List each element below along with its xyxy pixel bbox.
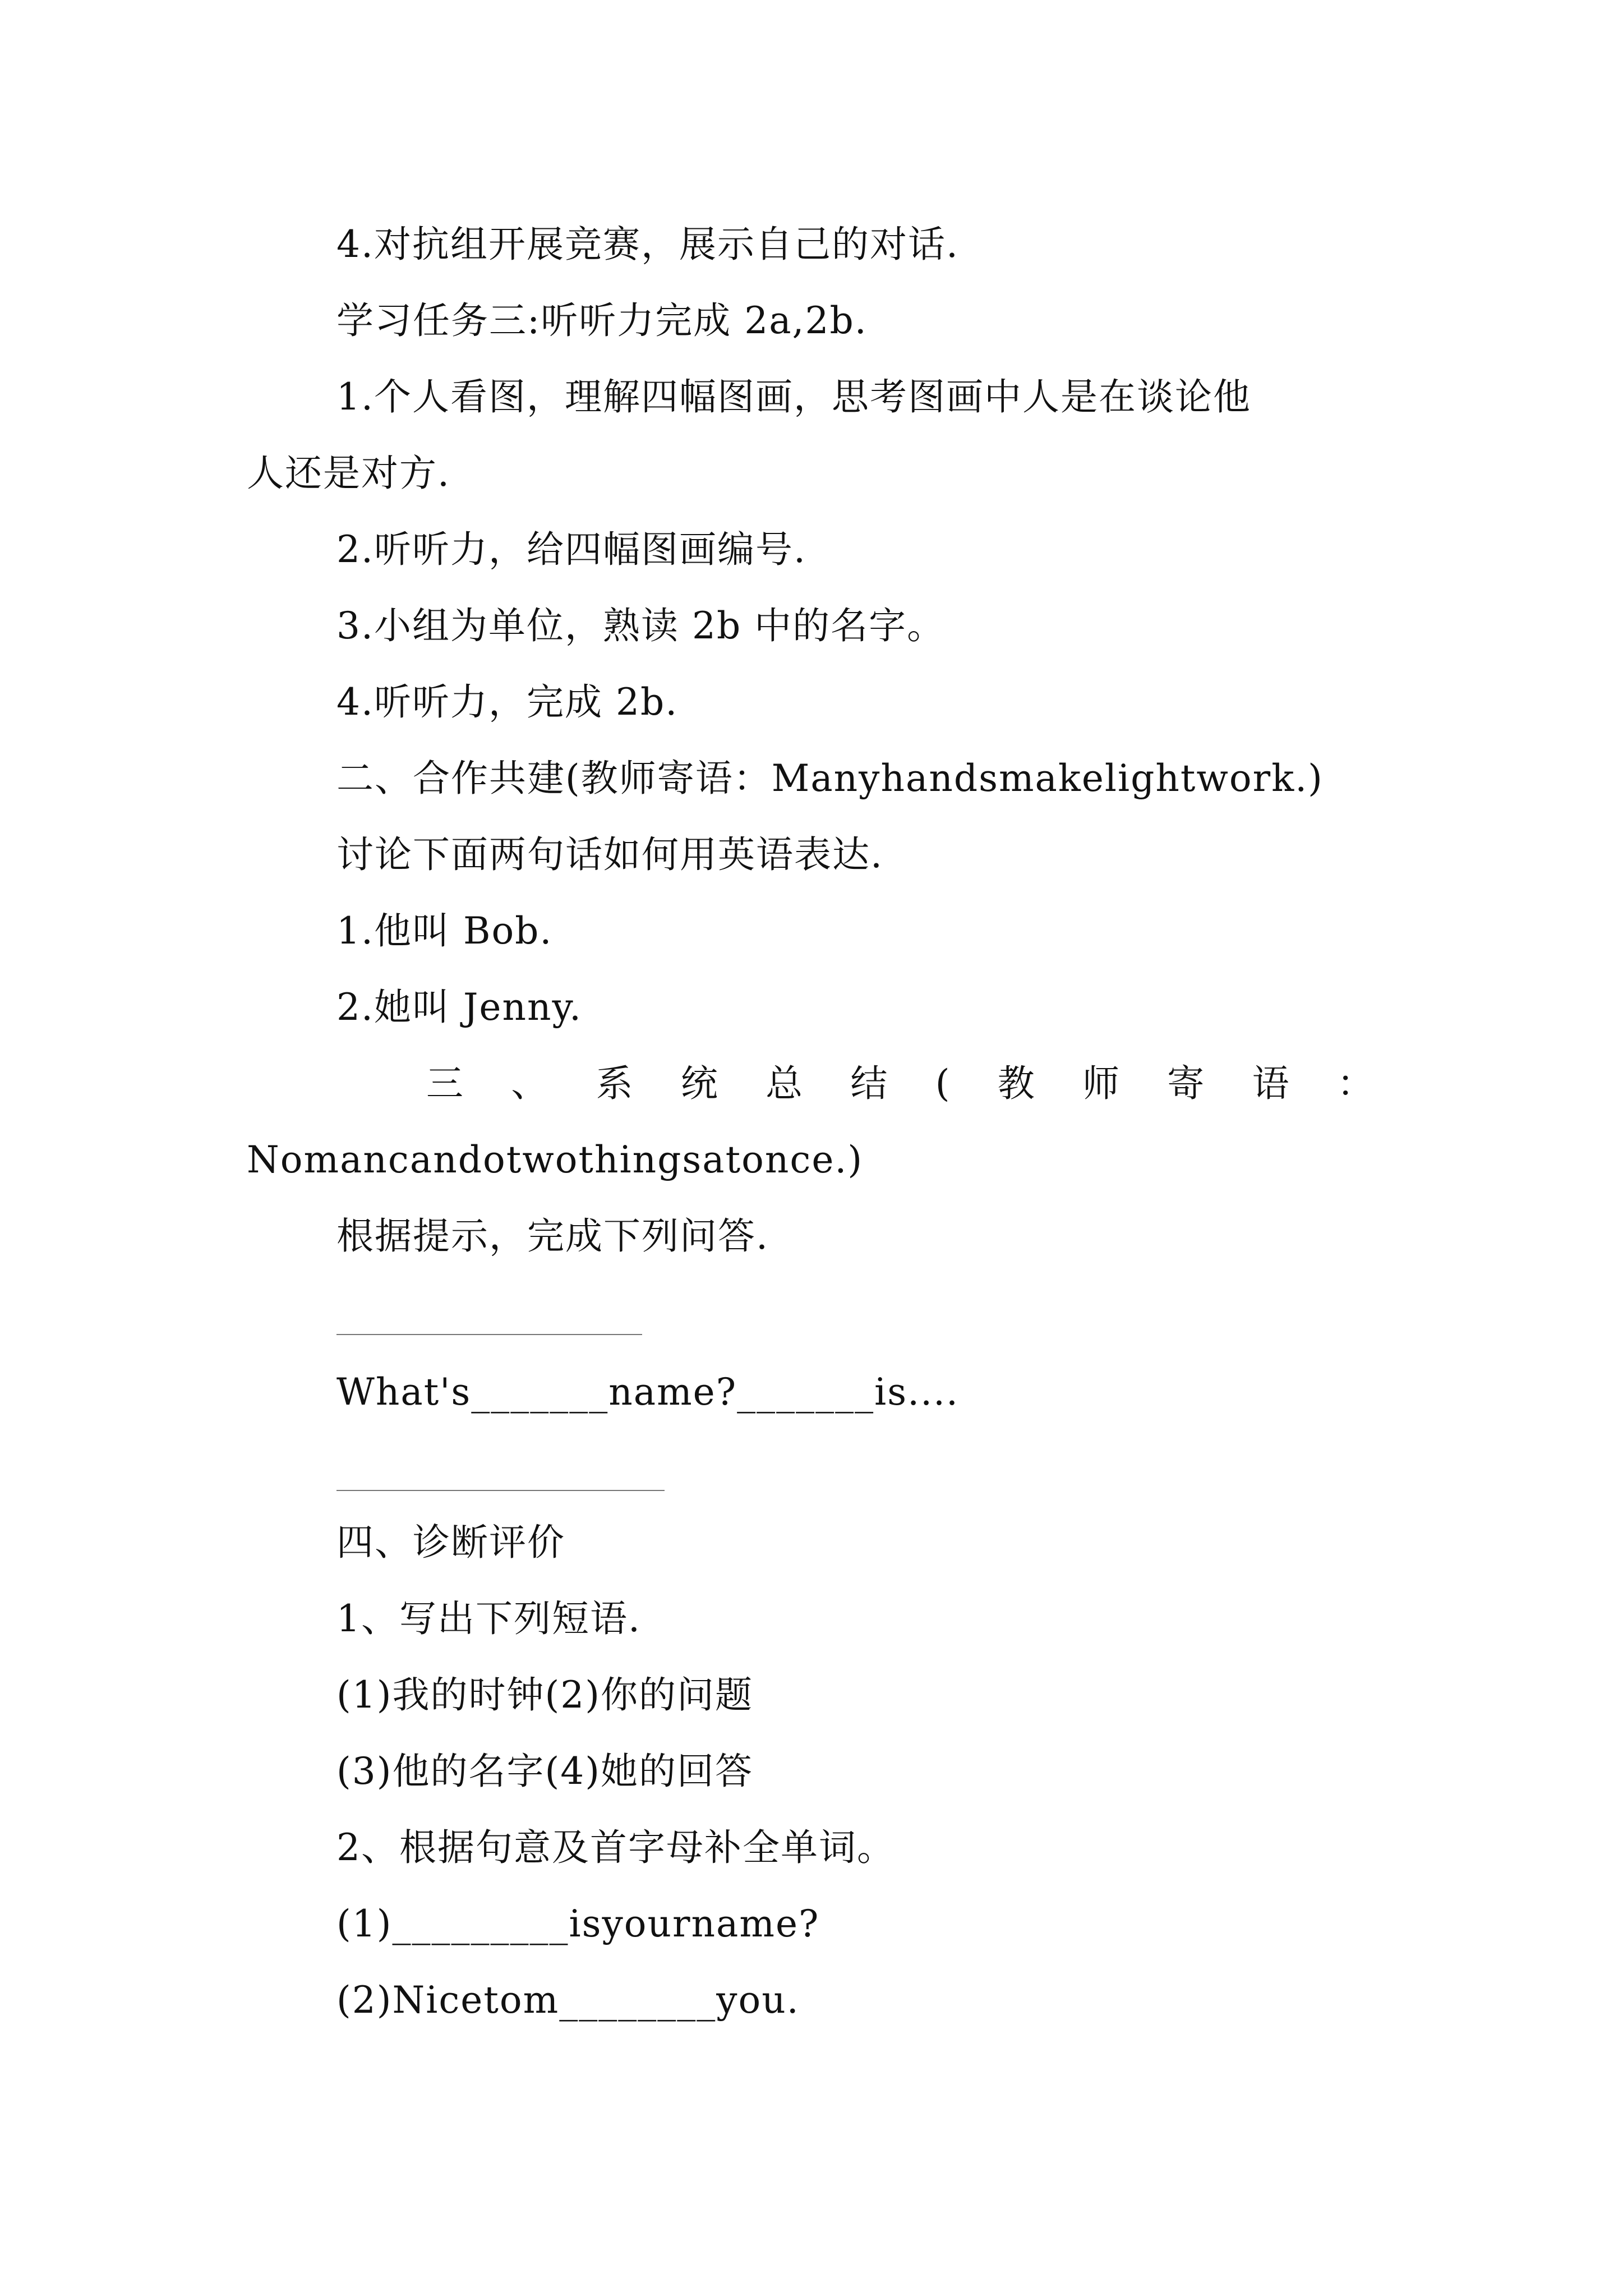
heading-char: 、 — [511, 1062, 548, 1105]
text-line: 1、写出下列短语. — [336, 1597, 641, 1640]
text-line: 4.听听力，完成 2b. — [336, 680, 679, 724]
heading-char: 统 — [680, 1062, 718, 1105]
fill-in-question: (2)Nicetom________you. — [336, 1978, 800, 2022]
text-line: 3.小组为单位，熟读 2b 中的名字。 — [336, 604, 946, 647]
heading-char: ： — [1336, 1062, 1374, 1105]
text-line: 1.他叫 Bob. — [336, 909, 553, 953]
heading-char: ( — [935, 1062, 950, 1105]
heading-char: 系 — [596, 1062, 633, 1105]
text-line: 讨论下面两句话如何用英语表达. — [336, 833, 883, 876]
heading-char: 师 — [1082, 1062, 1119, 1105]
heading-char: 语 — [1252, 1062, 1289, 1105]
blank-answer-line — [336, 1334, 642, 1335]
fill-in-question: (1)_________isyourname? — [336, 1902, 820, 1945]
section-heading-justified — [426, 1056, 1374, 1112]
text-line: 4.对抗组开展竞赛，展示自己的对话. — [336, 223, 959, 266]
heading-char: 结 — [850, 1062, 888, 1105]
text-line: 根据提示，完成下列问答. — [336, 1214, 769, 1258]
section-heading: 二、合作共建(教师寄语：Manyhandsmakelightwork.) — [336, 757, 1324, 800]
text-line: 1.个人看图，理解四幅图画，思考图画中人是在谈论他 — [336, 375, 1251, 418]
blank-answer-line — [336, 1490, 665, 1491]
heading-char: 寄 — [1167, 1062, 1205, 1105]
text-line: 2、根据句意及首字母补全单词。 — [336, 1826, 895, 1869]
text-line: (1)我的时钟(2)你的问题 — [336, 1673, 753, 1717]
fill-in-question: What's_______name?_______is.... — [336, 1370, 960, 1414]
section-heading: 四、诊断评价 — [336, 1521, 565, 1564]
text-line: 2.听听力，给四幅图画编号. — [336, 528, 806, 571]
heading-char: 教 — [997, 1062, 1035, 1105]
text-line: 2.她叫 Jenny. — [336, 986, 582, 1029]
task-heading: 学习任务三:听听力完成 2a,2b. — [336, 299, 868, 342]
text-line: Nomancandotwothingsatonce.) — [247, 1138, 864, 1181]
heading-char: 三 — [426, 1062, 463, 1105]
text-line: (3)他的名字(4)她的回答 — [336, 1750, 753, 1793]
text-line: 人还是对方. — [247, 452, 450, 495]
heading-char: 总 — [766, 1062, 803, 1105]
